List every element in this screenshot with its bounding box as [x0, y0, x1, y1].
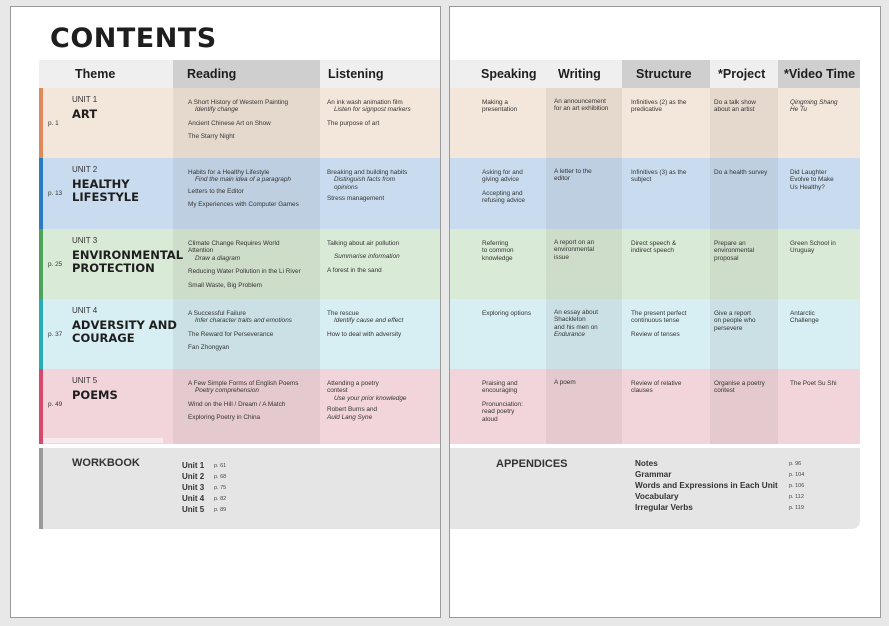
structure-item: clauses [631, 387, 653, 395]
left-header-row [39, 60, 441, 88]
structure-item: Infinitives (3) as the [631, 169, 687, 176]
unit-page-number: p. 25 [48, 261, 63, 268]
structure-item: Direct speech & [631, 240, 677, 247]
page-title: CONTENTS [50, 23, 217, 54]
unit-number: UNIT 3 [72, 236, 98, 245]
reading-item: Reducing Water Pollution in the Li River [188, 268, 301, 276]
listening-item: An ink wash animation film [327, 99, 403, 106]
speaking-item: Referring [482, 240, 509, 247]
reading-item: The Starry Night [188, 133, 235, 141]
writing-item: environmental [554, 246, 595, 254]
workbook-page: p. 61 [214, 463, 227, 469]
speaking-item: Exploring options [482, 310, 532, 317]
reading-item: Infer character traits and emotions [195, 317, 292, 325]
workbook-unit: Unit 2 [182, 472, 205, 481]
project-item: contest [714, 387, 735, 395]
structure-item: Review of relative [631, 380, 682, 387]
appendix-page: p. 96 [789, 461, 802, 467]
video-item: Us Healthy? [790, 183, 825, 191]
listening-item: Attending a poetry [327, 380, 379, 387]
project-item: Do a health survey [714, 169, 768, 176]
header-theme: Theme [75, 67, 116, 81]
listening-item: Use your prior knowledge [334, 394, 407, 402]
workbook-page: p. 82 [214, 496, 227, 502]
reading-item: Habits for a Healthy Lifestyle [188, 169, 270, 176]
unit-color-bar [39, 299, 43, 369]
reading-item: A Successful Failure [188, 310, 246, 317]
listening-item: Robert Burns and [327, 406, 378, 414]
left-page [10, 6, 441, 618]
structure-item: predicative [631, 106, 662, 114]
writing-item: A poem [554, 379, 576, 386]
structure-item: Review of tenses [631, 330, 680, 338]
workbook-page: p. 75 [214, 485, 227, 491]
listening-item: Identify cause and effect [334, 317, 404, 325]
right-header-row [450, 60, 860, 88]
reading-item: Exploring Poetry in China [188, 414, 261, 422]
project-item: about an artist [714, 106, 755, 114]
workbook-label: WORKBOOK [72, 457, 140, 469]
structure-item: indirect speech [631, 247, 674, 255]
unit-page-number: p. 13 [48, 190, 63, 197]
project-item: Organise a poetry [714, 380, 765, 387]
workbook-unit: Unit 4 [182, 494, 205, 503]
project-item: proposal [714, 254, 739, 262]
writing-item: Shackleton [554, 316, 586, 324]
project-item: Prepare an [714, 240, 746, 247]
unit-color-bar [39, 229, 43, 299]
speaking-item: Accepting and [482, 189, 523, 197]
reading-item: A Few Simple Forms of English Poems [188, 380, 299, 387]
header-writing: Writing [558, 67, 601, 81]
appendix-page: p. 104 [789, 472, 805, 478]
speaking-item: Asking for and [482, 169, 523, 176]
header-video-time: *Video Time [778, 60, 860, 88]
video-item: Evolve to Make [790, 176, 834, 184]
unit-title-line2: PROTECTION [72, 261, 155, 275]
speaking-item: encouraging [482, 387, 518, 395]
listening-item: A forest in the sand [327, 266, 382, 274]
speaking-item: refusing advice [482, 197, 525, 205]
listening-item: Summarise information [334, 253, 400, 261]
unit-title: ART [72, 107, 98, 121]
header-project: *Project [718, 67, 766, 81]
appendix-item: Vocabulary [635, 492, 679, 501]
listening-item: Talking about air pollution [327, 240, 400, 247]
writing-item: A letter to the [554, 168, 592, 175]
writing-item: for an art exhibition [554, 105, 609, 113]
writing-item: An essay about [554, 309, 599, 316]
project-item: Give a report [714, 310, 751, 317]
workbook-unit: Unit 3 [182, 483, 205, 492]
unit-title: ENVIRONMENTAL [72, 248, 184, 262]
video-item: He Tu [790, 106, 807, 114]
reading-item: Letters to the Editor [188, 187, 244, 195]
structure-item: continuous tense [631, 317, 680, 325]
right-page [449, 6, 881, 618]
reading-item: Draw a diagram [195, 254, 241, 262]
unit-page-number: p. 1 [48, 120, 59, 127]
writing-item: editor [554, 175, 570, 183]
reading-item: Ancient Chinese Art on Show [188, 119, 271, 127]
unit-color-bar [39, 88, 43, 158]
speaking-item: read poetry [482, 408, 515, 416]
reading-item: Small Waste, Big Problem [188, 281, 262, 289]
workbook-page: p. 89 [214, 507, 227, 513]
appendix-item: Notes [635, 459, 658, 468]
appendix-item: Irregular Verbs [635, 503, 693, 512]
unit-page-number: p. 37 [48, 331, 63, 338]
structure-item: The present perfect [631, 310, 687, 317]
unit-number: UNIT 4 [72, 306, 98, 315]
video-item: Challenge [790, 317, 819, 325]
listening-item: Auld Lang Syne [327, 413, 373, 421]
project-item: on people who [714, 317, 756, 325]
speaking-item: presentation [482, 106, 518, 114]
reading-item: The Reward for Perseverance [188, 330, 274, 338]
reading-item: Fan Zhongyan [188, 344, 230, 352]
appendix-page: p. 119 [789, 505, 804, 511]
listening-item: The rescue [327, 310, 359, 317]
project-item: persevere [714, 324, 743, 332]
appendix-item: Grammar [635, 470, 672, 479]
structure-item: Infinitives (2) as the [631, 99, 687, 106]
speaking-item: Making a [482, 99, 508, 106]
speaking-item: giving advice [482, 176, 519, 184]
unit-page-number: p. 49 [48, 401, 63, 408]
workbook-page: p. 68 [214, 474, 227, 480]
appendix-item: Words and Expressions in Each Unit [635, 481, 778, 490]
reading-item: Attention [188, 247, 214, 255]
header-speaking: Speaking [481, 67, 537, 81]
workbook-unit: Unit 1 [182, 461, 205, 470]
video-item: The Poet Su Shi [790, 380, 837, 387]
listening-item: Distinguish facts from [334, 176, 396, 184]
unit-title-line2: LIFESTYLE [72, 190, 139, 204]
header-structure: Structure [622, 60, 710, 88]
writing-item: and his men on [554, 323, 598, 331]
unit-title: POEMS [72, 388, 118, 402]
reading-item: My Experiences with Computer Games [188, 201, 299, 209]
writing-item: An announcement [554, 98, 606, 105]
workbook-color-bar [39, 448, 43, 529]
project-item: environmental [714, 247, 755, 255]
header-listening: Listening [328, 67, 384, 81]
writing-item: Endurance [554, 331, 585, 339]
appendices-label: APPENDICES [496, 458, 568, 470]
structure-item: subject [631, 176, 652, 184]
listening-item: contest [327, 387, 348, 395]
reading-item: Identify change [195, 106, 239, 114]
video-item: Uruguay [790, 247, 815, 255]
appendix-page: p. 106 [789, 483, 805, 489]
project-item: Do a talk show [714, 99, 756, 106]
listening-item: opinions [334, 183, 358, 191]
unit-number: UNIT 2 [72, 165, 98, 174]
appendix-page: p. 112 [789, 494, 804, 500]
workbook-unit: Unit 5 [182, 505, 205, 514]
unit-title: HEALTHY [72, 177, 130, 191]
video-item: Qingming Shang [790, 99, 838, 106]
unit5-footer-strip [43, 438, 163, 443]
writing-item: A report on an [554, 239, 595, 246]
reading-item: Poetry comprehension [195, 387, 259, 395]
header-reading: Reading [173, 60, 320, 88]
listening-item: The purpose of art [327, 119, 380, 127]
video-item: Green School in [790, 240, 836, 247]
video-item: Antarctic [790, 310, 815, 317]
listening-item: Listen for signpost markers [334, 106, 411, 114]
writing-item: issue [554, 253, 569, 261]
unit-number: UNIT 5 [72, 376, 98, 385]
unit-title: ADVERSITY AND [72, 318, 177, 332]
unit-color-bar [39, 158, 43, 229]
reading-item: Wind on the Hill / Dream / A Match [188, 400, 286, 408]
reading-item: Climate Change Requires World [188, 240, 280, 247]
reading-item: A Short History of Western Painting [188, 99, 289, 106]
speaking-item: aloud [482, 415, 498, 423]
listening-item: How to deal with adversity [327, 330, 402, 338]
unit-number: UNIT 1 [72, 95, 98, 104]
speaking-item: to common [482, 247, 514, 255]
listening-item: Stress management [327, 195, 385, 203]
unit-title-line2: COURAGE [72, 331, 135, 345]
speaking-item: knowledge [482, 254, 513, 262]
video-item: Did Laughter [790, 169, 827, 176]
speaking-item: Praising and [482, 380, 518, 387]
reading-item: Find the main idea of a paragraph [195, 176, 291, 184]
unit-color-bar [39, 369, 43, 444]
speaking-item: Pronunciation: [482, 400, 523, 408]
listening-item: Breaking and building habits [327, 169, 408, 176]
